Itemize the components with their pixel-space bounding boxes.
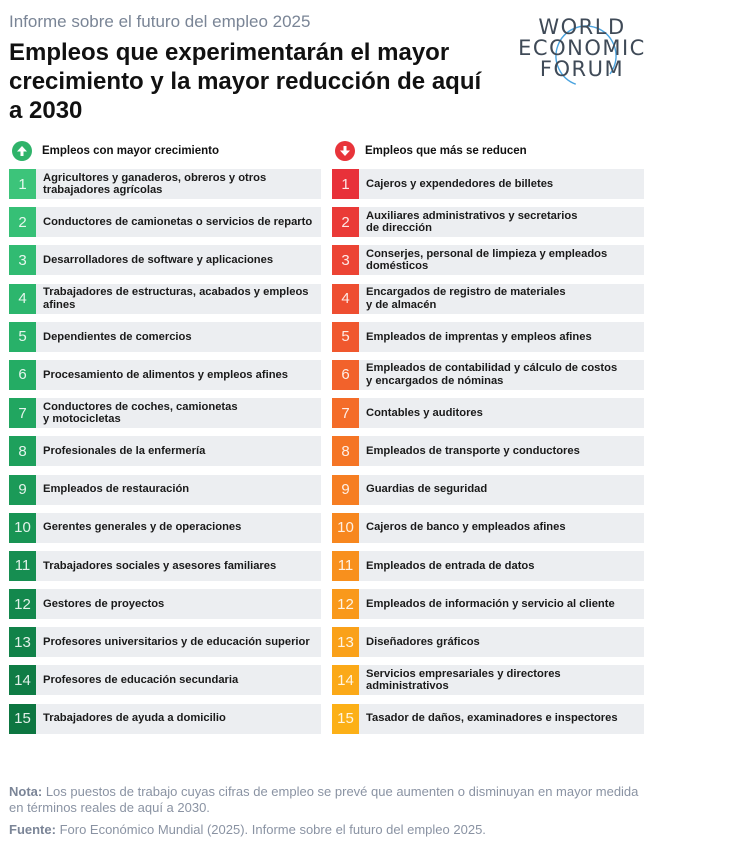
decline-job-label: Guardias de seguridad	[366, 483, 488, 496]
growth-job-label: Procesamiento de alimentos y empleos afines	[43, 368, 288, 381]
decline-job-label: Conserjes, personal de limpieza y empleados domésticos	[366, 247, 608, 273]
page-title: Empleos que experimentarán el mayor crecimiento y la mayor reducción de aquí a 2030	[9, 39, 482, 124]
growth-row	[9, 513, 321, 543]
decline-rank-badge: 4	[332, 284, 359, 314]
growth-row	[9, 245, 321, 275]
decline-rank-badge: 3	[332, 245, 359, 275]
decline-rank-badge: 12	[332, 589, 359, 619]
growth-rank-badge: 12	[9, 589, 36, 619]
decline-job-label: Cajeros de banco y empleados afines	[366, 521, 566, 534]
decline-job-label: Diseñadores gráficos	[366, 636, 480, 648]
source-label: Fuente:	[9, 822, 56, 837]
growth-rank-badge: 1	[9, 169, 36, 199]
growth-list	[9, 169, 321, 734]
decline-rank-badge: 15	[332, 704, 359, 734]
decline-rank-badge: 13	[332, 627, 359, 657]
decline-row	[332, 704, 644, 734]
decline-header-label: Empleos que más se reducen	[365, 145, 527, 157]
logo-line-world: WORLD	[538, 15, 626, 39]
growth-job-label: Empleados de restauración	[43, 483, 190, 496]
decline-row	[332, 360, 644, 390]
growth-row	[9, 207, 321, 237]
decline-rank-badge: 7	[332, 398, 359, 428]
decline-job-label: Auxiliares administrativos y secretarios de dirección	[366, 209, 578, 235]
decline-job-label: Empleados de imprentas y empleos afines	[366, 330, 592, 343]
growth-row	[9, 436, 321, 466]
growth-row	[9, 475, 321, 505]
growth-rank-badge: 2	[9, 207, 36, 237]
decline-row	[332, 665, 644, 695]
wef-logo	[512, 14, 652, 94]
growth-row	[9, 284, 321, 314]
source-text: Foro Económico Mundial (2025). Informe sobre el futuro del empleo 2025.	[55, 822, 486, 837]
growth-rank-badge: 7	[9, 398, 36, 428]
growth-job-label: Profesores universitarios y de educación superior	[43, 636, 310, 648]
growth-job-label: Dependientes de comercios	[43, 330, 192, 343]
logo-line-forum: FORUM	[539, 57, 625, 81]
decline-row	[332, 475, 644, 505]
decline-job-label: Servicios empresariales y directores administrativos	[366, 667, 561, 693]
growth-rank-badge: 9	[9, 475, 36, 505]
growth-row	[9, 589, 321, 619]
decline-rank-badge: 8	[332, 436, 359, 466]
note-label: Nota:	[9, 784, 43, 799]
report-kicker: Informe sobre el futuro del empleo 2025	[9, 12, 311, 31]
growth-job-label: Conductores de camionetas o servicios de reparto	[43, 215, 313, 228]
growth-rank-badge: 11	[9, 551, 36, 581]
decline-row	[332, 169, 644, 199]
footnote	[9, 784, 649, 816]
growth-rank-badge: 5	[9, 322, 36, 352]
decline-job-label: Empleados de transporte y conductores	[366, 445, 580, 458]
growth-row	[9, 398, 321, 428]
source-line	[9, 822, 486, 837]
growth-rank-badge: 15	[9, 704, 36, 734]
decline-row	[332, 589, 644, 619]
decline-rank-badge: 14	[332, 665, 359, 695]
growth-job-label: Trabajadores de ayuda a domicilio	[43, 712, 226, 725]
growth-rank-badge: 14	[9, 665, 36, 695]
growth-rank-badge: 3	[9, 245, 36, 275]
logo-line-economic: ECONOMIC	[518, 36, 646, 60]
note-text: Los puestos de trabajo cuyas cifras de empleo se prevé que aumenten o disminuyan en mayor medida en términos reales de aquí a 2030.	[9, 784, 639, 815]
arrow-down-icon	[335, 141, 355, 161]
decline-row	[332, 551, 644, 581]
decline-job-label: Tasador de daños, examinadores e inspectores	[366, 712, 618, 725]
growth-row	[9, 322, 321, 352]
growth-rank-badge: 4	[9, 284, 36, 314]
decline-row	[332, 284, 644, 314]
decline-row	[332, 322, 644, 352]
decline-rank-badge: 2	[332, 207, 359, 237]
decline-rank-badge: 10	[332, 513, 359, 543]
growth-rank-badge: 8	[9, 436, 36, 466]
growth-job-label: Profesionales de la enfermería	[43, 445, 206, 458]
decline-rank-badge: 6	[332, 360, 359, 390]
growth-row	[9, 704, 321, 734]
growth-row	[9, 627, 321, 657]
growth-column	[9, 138, 321, 742]
decline-rank-badge: 5	[332, 322, 359, 352]
decline-row	[332, 513, 644, 543]
decline-job-label: Empleados de contabilidad y cálculo de costos y encargados de nóminas	[366, 362, 618, 387]
growth-row	[9, 665, 321, 695]
decline-list	[332, 169, 644, 734]
growth-header	[9, 138, 321, 164]
decline-rank-badge: 9	[332, 475, 359, 505]
decline-rank-badge: 11	[332, 551, 359, 581]
decline-job-label: Empleados de entrada de datos	[366, 559, 535, 572]
decline-job-label: Cajeros y expendedores de billetes	[366, 177, 554, 190]
decline-row	[332, 436, 644, 466]
decline-job-label: Contables y auditores	[366, 406, 483, 419]
growth-row	[9, 360, 321, 390]
decline-job-label: Empleados de información y servicio al cliente	[366, 597, 615, 610]
decline-rank-badge: 1	[332, 169, 359, 199]
decline-job-label: Encargados de registro de materiales y de almacén	[366, 286, 566, 311]
growth-header-label: Empleos con mayor crecimiento	[42, 145, 220, 157]
decline-row	[332, 207, 644, 237]
growth-rank-badge: 6	[9, 360, 36, 390]
growth-job-label: Gestores de proyectos	[43, 597, 165, 610]
growth-row	[9, 551, 321, 581]
growth-rank-badge: 10	[9, 513, 36, 543]
decline-row	[332, 245, 644, 275]
decline-row	[332, 627, 644, 657]
growth-job-label: Agricultores y ganaderos, obreros y otros trabajadores agrícolas	[43, 171, 267, 196]
growth-job-label: Conductores de coches, camionetas y motocicletas	[43, 400, 238, 426]
growth-job-label: Trabajadores de estructuras, acabados y empleos afines	[43, 286, 309, 311]
decline-row	[332, 398, 644, 428]
growth-row	[9, 169, 321, 199]
growth-rank-badge: 13	[9, 627, 36, 657]
growth-job-label: Desarrolladores de software y aplicaciones	[43, 254, 274, 267]
growth-job-label: Profesores de educación secundaria	[43, 674, 239, 687]
decline-header	[332, 138, 644, 164]
arrow-up-icon	[12, 141, 32, 161]
decline-column	[332, 138, 644, 742]
growth-job-label: Gerentes generales y de operaciones	[43, 521, 242, 534]
growth-job-label: Trabajadores sociales y asesores familiares	[43, 559, 277, 572]
